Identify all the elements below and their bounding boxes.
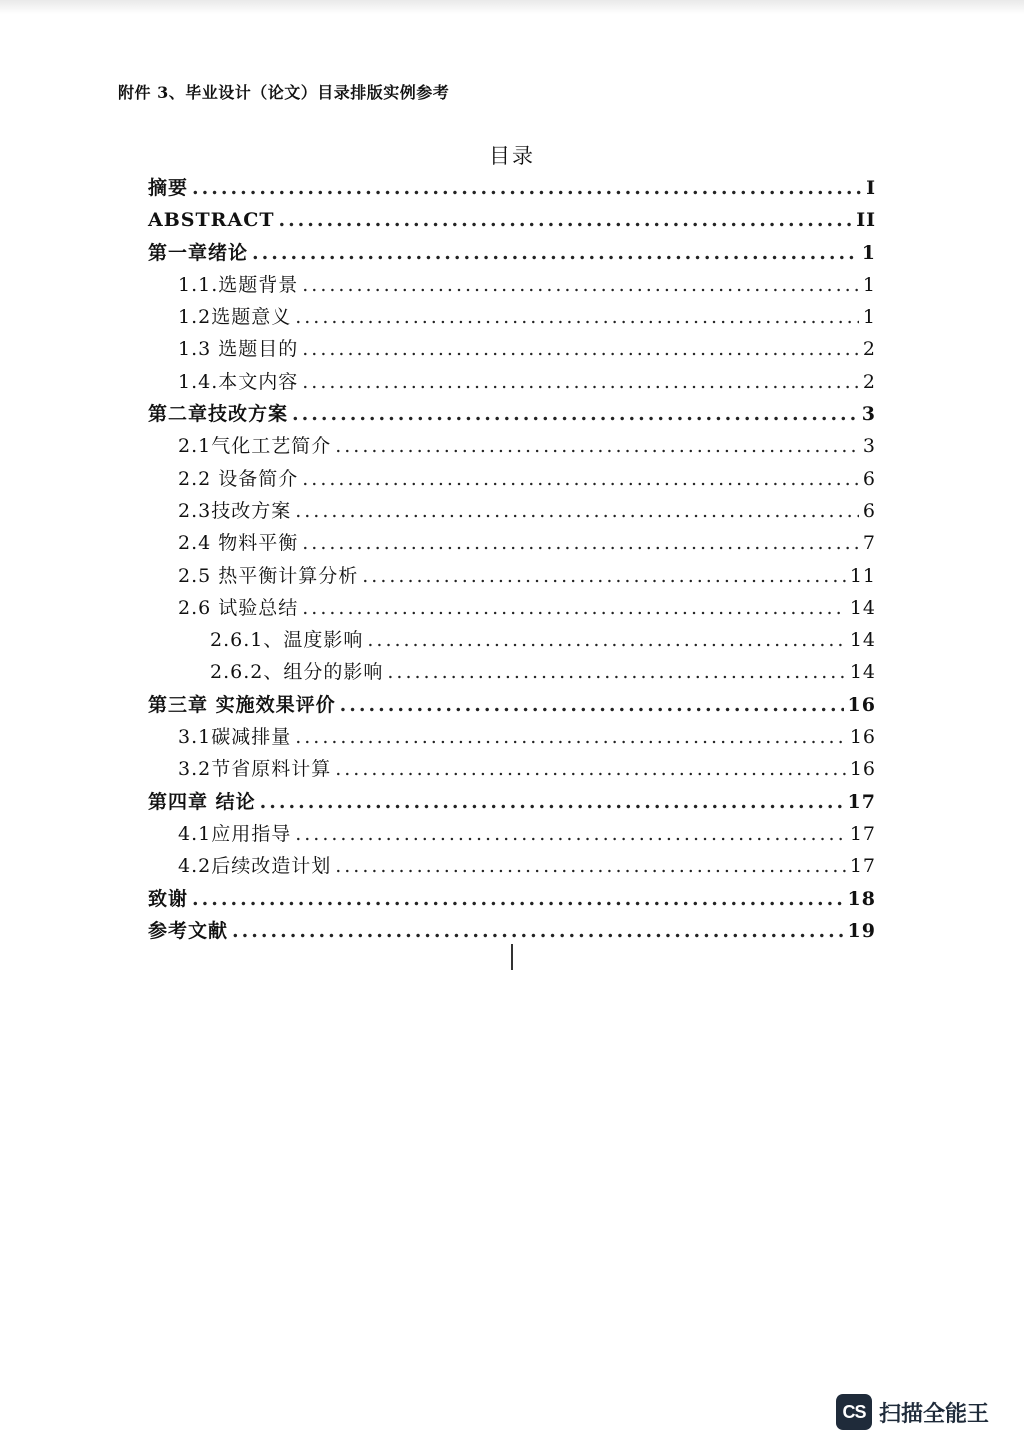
toc-entry-section-2-6-2 bbox=[148, 656, 876, 688]
toc-entry-label: 2.6 试验总结 bbox=[178, 596, 299, 619]
toc-entry-page: 14 bbox=[849, 596, 876, 619]
toc-leader-dots bbox=[295, 721, 846, 753]
toc-entry-section-2-1 bbox=[148, 430, 876, 462]
toc-entry-section-2-4 bbox=[148, 527, 876, 559]
toc-leader-dots bbox=[302, 333, 859, 365]
toc-entry-section-2-6-1 bbox=[148, 624, 876, 656]
toc-entry-label: 2.5 热平衡计算分析 bbox=[178, 564, 359, 587]
toc-entry-page: 1 bbox=[862, 273, 876, 296]
toc-entry-page: 17 bbox=[847, 790, 876, 813]
toc-leader-dots bbox=[252, 237, 858, 269]
toc-entry-label: 第三章 实施效果评价 bbox=[148, 693, 336, 716]
table-of-contents bbox=[148, 172, 876, 947]
toc-title: 目录 bbox=[489, 144, 535, 168]
toc-leader-dots bbox=[367, 624, 845, 656]
toc-entry-page: 18 bbox=[847, 887, 876, 910]
toc-entry-page: 1 bbox=[861, 241, 876, 264]
toc-entry-page: 16 bbox=[847, 693, 876, 716]
toc-entry-page: 17 bbox=[849, 855, 876, 878]
toc-entry-page: 6 bbox=[862, 499, 876, 522]
toc-entry-label: 2.1气化工艺简介 bbox=[178, 435, 332, 458]
toc-entry-section-1-4 bbox=[148, 366, 876, 398]
toc-leader-dots bbox=[232, 915, 844, 947]
toc-leader-dots bbox=[278, 204, 852, 236]
toc-entry-section-3-2 bbox=[148, 753, 876, 785]
toc-entry-abstract-en bbox=[148, 204, 876, 236]
toc-leader-dots bbox=[335, 430, 859, 462]
toc-entry-label: 2.6.2、组分的影响 bbox=[210, 661, 384, 684]
toc-entry-page: 11 bbox=[849, 564, 876, 587]
toc-entry-page: II bbox=[856, 209, 876, 232]
toc-leader-dots bbox=[302, 592, 846, 624]
toc-leader-dots bbox=[295, 818, 846, 850]
toc-entry-chapter-3 bbox=[148, 689, 876, 721]
toc-leader-dots bbox=[295, 495, 859, 527]
watermark-text: 扫描全能王 bbox=[879, 1401, 990, 1427]
toc-entry-label: 2.4 物料平衡 bbox=[178, 532, 299, 555]
toc-entry-label: 1.1.选题背景 bbox=[178, 273, 299, 296]
toc-entry-section-2-6 bbox=[148, 592, 876, 624]
toc-leader-dots bbox=[302, 366, 859, 398]
toc-entry-label: 3.2节省原料计算 bbox=[178, 758, 332, 781]
toc-entry-section-1-3 bbox=[148, 333, 876, 365]
toc-entry-page: 6 bbox=[862, 467, 876, 490]
toc-entry-chapter-4 bbox=[148, 786, 876, 818]
toc-entry-label: 3.1碳减排量 bbox=[178, 726, 292, 749]
toc-entry-section-1-1 bbox=[148, 269, 876, 301]
toc-entry-label: 摘要 bbox=[148, 177, 189, 199]
toc-leader-dots bbox=[362, 560, 846, 592]
toc-leader-dots bbox=[335, 850, 846, 882]
scan-edge-shadow bbox=[0, 0, 1024, 14]
toc-leader-dots bbox=[387, 656, 845, 688]
attachment-header: 附件 3、毕业设计（论文）目录排版实例参考 bbox=[118, 83, 450, 102]
camscanner-logo-icon: CS bbox=[836, 1394, 872, 1430]
toc-entry-label: 第二章技改方案 bbox=[148, 403, 289, 426]
toc-entry-section-2-3 bbox=[148, 495, 876, 527]
toc-entry-page: 14 bbox=[849, 661, 876, 684]
toc-entry-page: 14 bbox=[849, 629, 876, 652]
toc-entry-label: 4.2后续改造计划 bbox=[178, 855, 332, 878]
toc-leader-dots bbox=[192, 883, 844, 915]
toc-entry-page: 3 bbox=[862, 435, 876, 458]
toc-leader-dots bbox=[335, 753, 846, 785]
toc-entry-label: 参考文献 bbox=[148, 919, 229, 942]
toc-entry-page: 7 bbox=[862, 532, 876, 555]
toc-entry-label: 2.6.1、温度影响 bbox=[210, 629, 364, 652]
toc-leader-dots bbox=[302, 269, 859, 301]
toc-entry-section-4-1 bbox=[148, 818, 876, 850]
toc-entry-page: 2 bbox=[862, 338, 876, 361]
toc-entry-section-2-2 bbox=[148, 463, 876, 495]
toc-entry-label: 2.2 设备简介 bbox=[178, 467, 299, 490]
toc-entry-section-2-5 bbox=[148, 560, 876, 592]
toc-entry-label: 致谢 bbox=[148, 887, 189, 910]
toc-leader-dots bbox=[302, 463, 859, 495]
toc-entry-page: 2 bbox=[862, 370, 876, 393]
toc-entry-label: 第四章 结论 bbox=[148, 790, 256, 813]
toc-entry-acknowledgements bbox=[148, 883, 876, 915]
toc-entry-section-1-2 bbox=[148, 301, 876, 333]
toc-entry-label: 4.1应用指导 bbox=[178, 822, 292, 845]
toc-leader-dots bbox=[295, 301, 859, 333]
toc-entry-references bbox=[148, 915, 876, 947]
toc-leader-dots bbox=[302, 527, 859, 559]
toc-leader-dots bbox=[192, 172, 862, 204]
toc-entry-page: 3 bbox=[861, 403, 876, 426]
toc-entry-label: 2.3技改方案 bbox=[178, 499, 292, 522]
toc-leader-dots bbox=[260, 786, 844, 818]
toc-entry-label: ABSTRACT bbox=[148, 209, 275, 232]
toc-entry-page: 16 bbox=[849, 758, 876, 781]
toc-entry-section-3-1 bbox=[148, 721, 876, 753]
toc-entry-label: 1.4.本文内容 bbox=[178, 370, 299, 393]
scanner-watermark bbox=[836, 1394, 989, 1430]
toc-entry-label: 第一章绪论 bbox=[148, 241, 249, 264]
toc-entry-chapter-1 bbox=[148, 237, 876, 269]
toc-entry-label: 1.2选题意义 bbox=[178, 306, 292, 329]
toc-entry-page: 16 bbox=[849, 726, 876, 749]
text-cursor-mark bbox=[511, 944, 513, 970]
toc-entry-page: 19 bbox=[847, 919, 876, 942]
toc-leader-dots bbox=[340, 689, 844, 721]
toc-entry-page: 1 bbox=[862, 306, 876, 329]
toc-entry-page: 17 bbox=[849, 822, 876, 845]
toc-entry-label: 1.3 选题目的 bbox=[178, 338, 299, 361]
toc-entry-chapter-2 bbox=[148, 398, 876, 430]
toc-entry-section-4-2 bbox=[148, 850, 876, 882]
toc-leader-dots bbox=[292, 398, 858, 430]
toc-entry-page: I bbox=[866, 177, 876, 199]
toc-entry-abstract-cn bbox=[148, 172, 876, 204]
